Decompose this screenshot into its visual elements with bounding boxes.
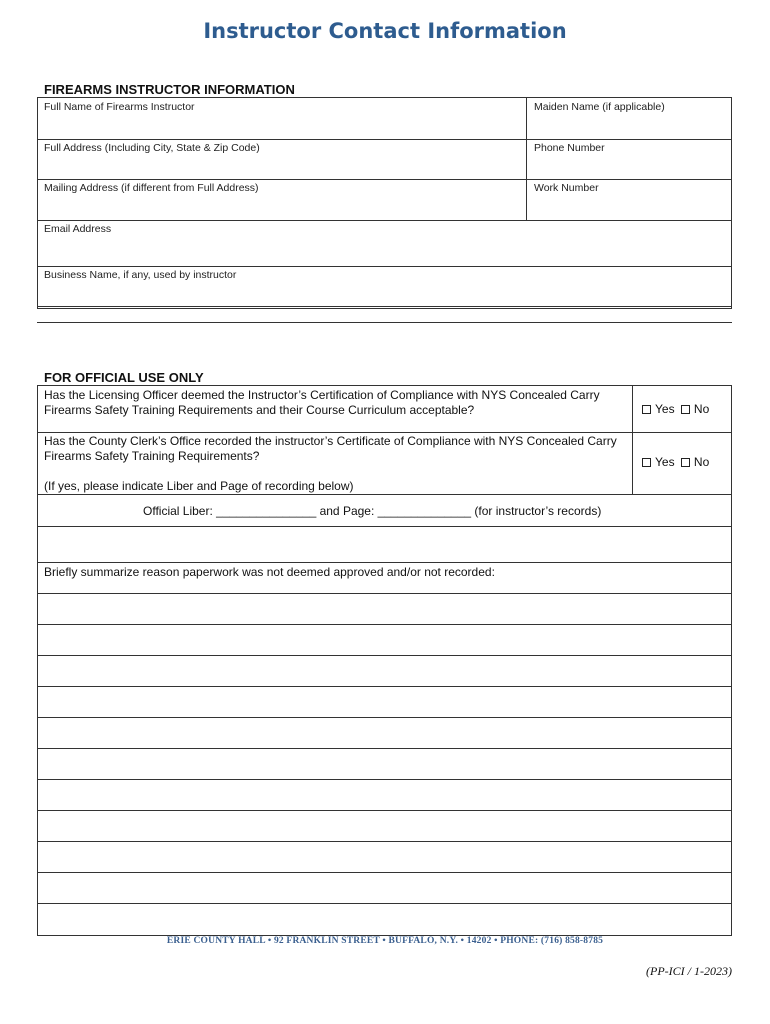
row-divider	[37, 593, 732, 594]
column-divider	[632, 385, 633, 494]
summary-line	[37, 655, 732, 656]
summary-line	[37, 624, 732, 625]
email-field[interactable]: Email Address	[44, 223, 112, 235]
separator-rule	[37, 322, 732, 323]
row-divider	[37, 306, 732, 307]
q2-yes-label: Yes	[655, 455, 675, 469]
form-number: (PP-ICI / 1-2023)	[646, 964, 732, 978]
q2-yes-checkbox[interactable]	[642, 458, 651, 467]
row-divider	[37, 494, 732, 495]
q1-no-checkbox[interactable]	[681, 405, 690, 414]
summary-prompt: Briefly summarize reason paperwork was not deemed approved and/or not recorded:	[44, 565, 495, 579]
summary-line	[37, 717, 732, 718]
row-divider	[37, 432, 732, 433]
summary-line	[37, 810, 732, 811]
row-divider	[37, 139, 732, 140]
phone-number-field[interactable]: Phone Number	[534, 142, 605, 154]
q2-answer-group	[642, 455, 709, 469]
row-divider	[37, 179, 732, 180]
q1-answer-group	[642, 402, 709, 416]
mailing-address-field[interactable]: Mailing Address (if different from Full Address)	[44, 182, 259, 194]
row-divider	[37, 220, 732, 221]
q1-no-label: No	[693, 402, 710, 416]
business-name-field[interactable]: Business Name, if any, used by instructor	[44, 269, 237, 281]
full-name-field[interactable]: Full Name of Firearms Instructor	[44, 101, 195, 113]
licensing-officer-question: Has the Licensing Officer deemed the Instructor’s Certification of Compliance with NYS Concealed Carry Firearms Safety Training Requirements and their Course Curriculum acceptable?	[44, 388, 600, 417]
full-address-field[interactable]: Full Address (Including City, State & Zip Code)	[44, 142, 260, 154]
official-liber-page-line[interactable]: Official Liber: _______________ and Page: ______________ (for instructor’s records)	[143, 504, 602, 518]
maiden-name-field[interactable]: Maiden Name (if applicable)	[534, 101, 665, 113]
q2-no-checkbox[interactable]	[681, 458, 690, 467]
summary-line	[37, 748, 732, 749]
row-divider	[37, 526, 732, 527]
row-divider	[37, 266, 732, 267]
official-section-heading: FOR OFFICIAL USE ONLY	[44, 370, 204, 385]
summary-line	[37, 903, 732, 904]
q1-yes-checkbox[interactable]	[642, 405, 651, 414]
footer-address: ERIE COUNTY HALL • 92 FRANKLIN STREET • BUFFALO, N.Y. • 14202 • PHONE: (716) 858-8785	[166, 936, 604, 946]
liber-page-instruction: (If yes, please indicate Liber and Page of recording below)	[44, 479, 354, 493]
summary-line	[37, 779, 732, 780]
column-divider	[526, 97, 527, 220]
q1-yes-label: Yes	[655, 402, 675, 416]
summary-line	[37, 841, 732, 842]
county-clerk-question: Has the County Clerk’s Office recorded the instructor’s Certificate of Compliance with NYS Concealed Carry Firearms Safety Training Requirements?	[44, 434, 617, 463]
work-number-field[interactable]: Work Number	[534, 182, 599, 194]
firearms-section-heading: FIREARMS INSTRUCTOR INFORMATION	[44, 82, 295, 97]
official-use-table	[37, 385, 732, 936]
summary-line	[37, 872, 732, 873]
row-divider	[37, 562, 732, 563]
q2-no-label: No	[693, 455, 710, 469]
summary-line	[37, 686, 732, 687]
page-title: Instructor Contact Information	[203, 19, 567, 43]
